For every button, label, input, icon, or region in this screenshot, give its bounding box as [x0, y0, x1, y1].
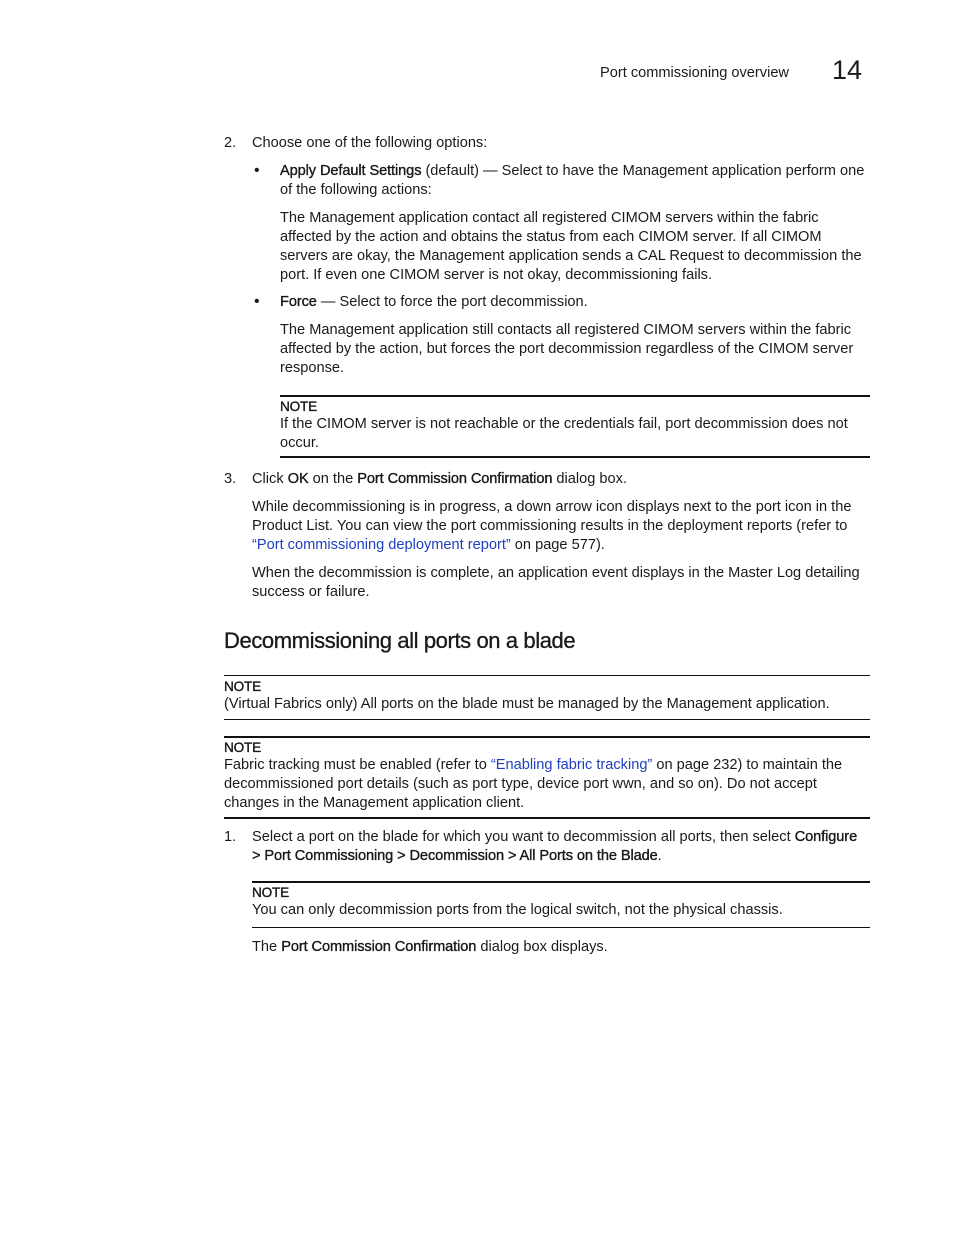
note-line: Fabric tracking must be enabled (refer to: [224, 757, 491, 773]
detail-line: affected by the action, but forces the port decommission regardless of the CIMOM server: [280, 341, 854, 357]
note-line: occur.: [280, 435, 319, 451]
note-box: [252, 881, 870, 929]
detail-line: servers are okay, the Management application sends a CAL Request to decommission the: [280, 248, 862, 264]
note-label: NOTE: [280, 399, 317, 414]
paragraph-line: on page 577).: [510, 537, 605, 553]
dialog-name: Port Commission Confirmation: [357, 471, 553, 487]
step-text-part: on the: [308, 471, 358, 487]
section-heading: Decommissioning all ports on a blade: [224, 628, 576, 653]
step-text-part: .: [657, 848, 662, 864]
note-bottom-rule: [224, 817, 870, 819]
result-text: [252, 938, 608, 957]
ok-button-reference: OK: [287, 471, 309, 487]
detail-line: response.: [280, 360, 345, 376]
paragraph-line: When the decommission is complete, an application event displays in the Master Log detailing: [252, 565, 860, 581]
detail-line: affected by the action and obtains the status from each CIMOM server. If all CIMOM: [280, 229, 822, 245]
paragraph: [252, 564, 872, 602]
note-label: NOTE: [224, 679, 261, 694]
deployment-report-link[interactable]: “Port commissioning deployment report”: [252, 537, 511, 553]
step-text: [252, 470, 627, 489]
note-line: decommissioned port details (such as port type, device port wwn, and so on). Do not accept: [224, 776, 817, 792]
result-text-part: The: [252, 939, 282, 955]
detail-line: port. If even one CIMOM server is not okay, decommissioning fails.: [280, 267, 713, 283]
bullet-icon: •: [254, 162, 260, 179]
step-number: 1.: [224, 829, 237, 845]
note-bottom-rule: [224, 719, 870, 720]
option-detail-paragraph: [280, 321, 880, 378]
paragraph-line: success or failure.: [252, 584, 370, 600]
bullet-item: [280, 293, 880, 312]
menu-path: > Port Commissioning > Decommission > All Ports on the Blade: [252, 848, 658, 864]
note-box: [224, 736, 870, 820]
note-line: changes in the Management application client.: [224, 795, 525, 811]
note-line: on page 232) to maintain the: [652, 757, 843, 773]
note-bottom-rule: [280, 456, 870, 458]
bullet-item: [280, 162, 880, 200]
step-text-part: Click: [252, 471, 288, 487]
detail-line: The Management application still contacts all registered CIMOM servers within the fabric: [280, 322, 852, 338]
fabric-tracking-link[interactable]: “Enabling fabric tracking”: [490, 757, 653, 773]
step-text: Choose one of the following options:: [252, 135, 488, 151]
step-number: 2.: [224, 135, 237, 151]
paragraph-line: While decommissioning is in progress, a down arrow icon displays next to the port icon in the: [252, 499, 852, 515]
option-description-continued: of the following actions:: [280, 182, 432, 198]
note-box: [280, 395, 870, 459]
note-line: (Virtual Fabrics only) All ports on the blade must be managed by the Management application.: [224, 696, 830, 712]
note-line: You can only decommission ports from the logical switch, not the physical chassis.: [252, 902, 783, 918]
step-text-part: dialog box.: [552, 471, 628, 487]
result-text-part: dialog box displays.: [476, 939, 608, 955]
option-detail-paragraph: [280, 209, 880, 285]
chapter-number: 14: [832, 55, 863, 85]
running-header-title: Port commissioning overview: [600, 65, 789, 81]
menu-path-configure: Configure: [794, 829, 858, 845]
note-line: If the CIMOM server is not reachable or the credentials fail, port decommission does not: [280, 416, 848, 432]
step-text: [252, 828, 882, 866]
paragraph: [252, 498, 872, 555]
note-box: [224, 675, 870, 721]
option-term: Apply Default Settings: [280, 163, 422, 179]
paragraph-line: Product List. You can view the port commissioning results in the deployment reports (refer to: [252, 518, 848, 534]
step-text-part: Select a port on the blade for which you want to decommission all ports, then select: [252, 829, 795, 845]
note-bottom-rule: [252, 927, 870, 928]
note-top-rule: [224, 675, 870, 676]
option-description: (default) — Select to have the Management application perform one: [421, 163, 865, 179]
option-term: Force: [280, 294, 317, 310]
bullet-icon: •: [254, 293, 260, 310]
note-label: NOTE: [252, 885, 289, 900]
step-number: 3.: [224, 471, 237, 487]
note-label: NOTE: [224, 740, 261, 755]
detail-line: The Management application contact all registered CIMOM servers within the fabric: [280, 210, 819, 226]
dialog-name: Port Commission Confirmation: [281, 939, 477, 955]
option-description: — Select to force the port decommission.: [316, 294, 588, 310]
